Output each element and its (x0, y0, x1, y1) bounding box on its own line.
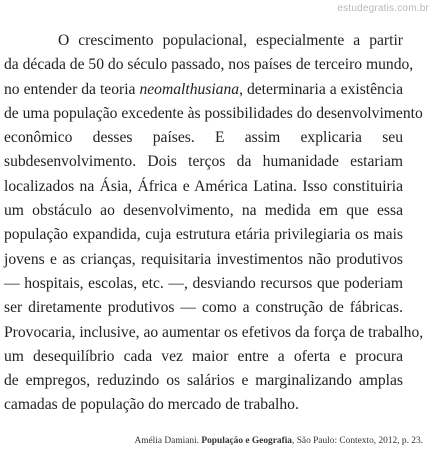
passage-line: de empregos, reduzindo os salários e marginalizando amplas (4, 372, 403, 390)
citation-author: Amélia Damiani. (134, 436, 200, 446)
passage-line: camadas de população do mercado de trabalho. (4, 396, 299, 414)
passage-text (4, 29, 424, 418)
italic-term: neomalthusiana (139, 80, 240, 98)
passage-line: econômico desses países. E assim explicaria seu (4, 129, 403, 147)
passage-line-with-term (4, 78, 403, 102)
passage-line: — hospitais, escolas, etc. —, desviando recursos que poderiam (4, 274, 403, 292)
passage-line: Provocaria, inclusive, ao aumentar os efetivos da força de trabalho, (4, 323, 424, 341)
passage-line: um obstáculo ao desenvolvimento, na medida em que essa (4, 202, 403, 220)
citation-details: , São Paulo: Contexto, 2012, p. 23. (292, 436, 423, 446)
passage-line: subdesenvolvimento. Dois terços da humanidade estariam (4, 153, 403, 171)
passage-line: jovens e as crianças, requisitaria investimentos não produtivos (4, 250, 403, 268)
line-segment: no entender da teoria (4, 80, 140, 98)
citation-title: População e Geografia (201, 436, 292, 446)
passage-line: O crescimento populacional, especialmente a partir (58, 32, 403, 49)
passage-line: de uma população excedente às possibilidades do desenvolvimento (4, 104, 423, 122)
passage-line: população expandida, cuja estrutura etária privilegiaria os mais (4, 226, 403, 244)
source-citation (134, 436, 423, 446)
line-segment: , determinaria a existência (239, 80, 403, 98)
passage-line: um desequilíbrio cada vez maior entre a oferta e procura (4, 347, 403, 365)
site-watermark: estudegratis.com.br (337, 3, 429, 14)
passage-line: da década de 50 do século passado, nos países de terceiro mundo, (4, 56, 414, 74)
passage-line: ser diretamente produtivos — como a construção de fábricas. (4, 299, 403, 317)
passage-line: localizados na Ásia, África e América Latina. Isso constituiria (4, 177, 403, 195)
